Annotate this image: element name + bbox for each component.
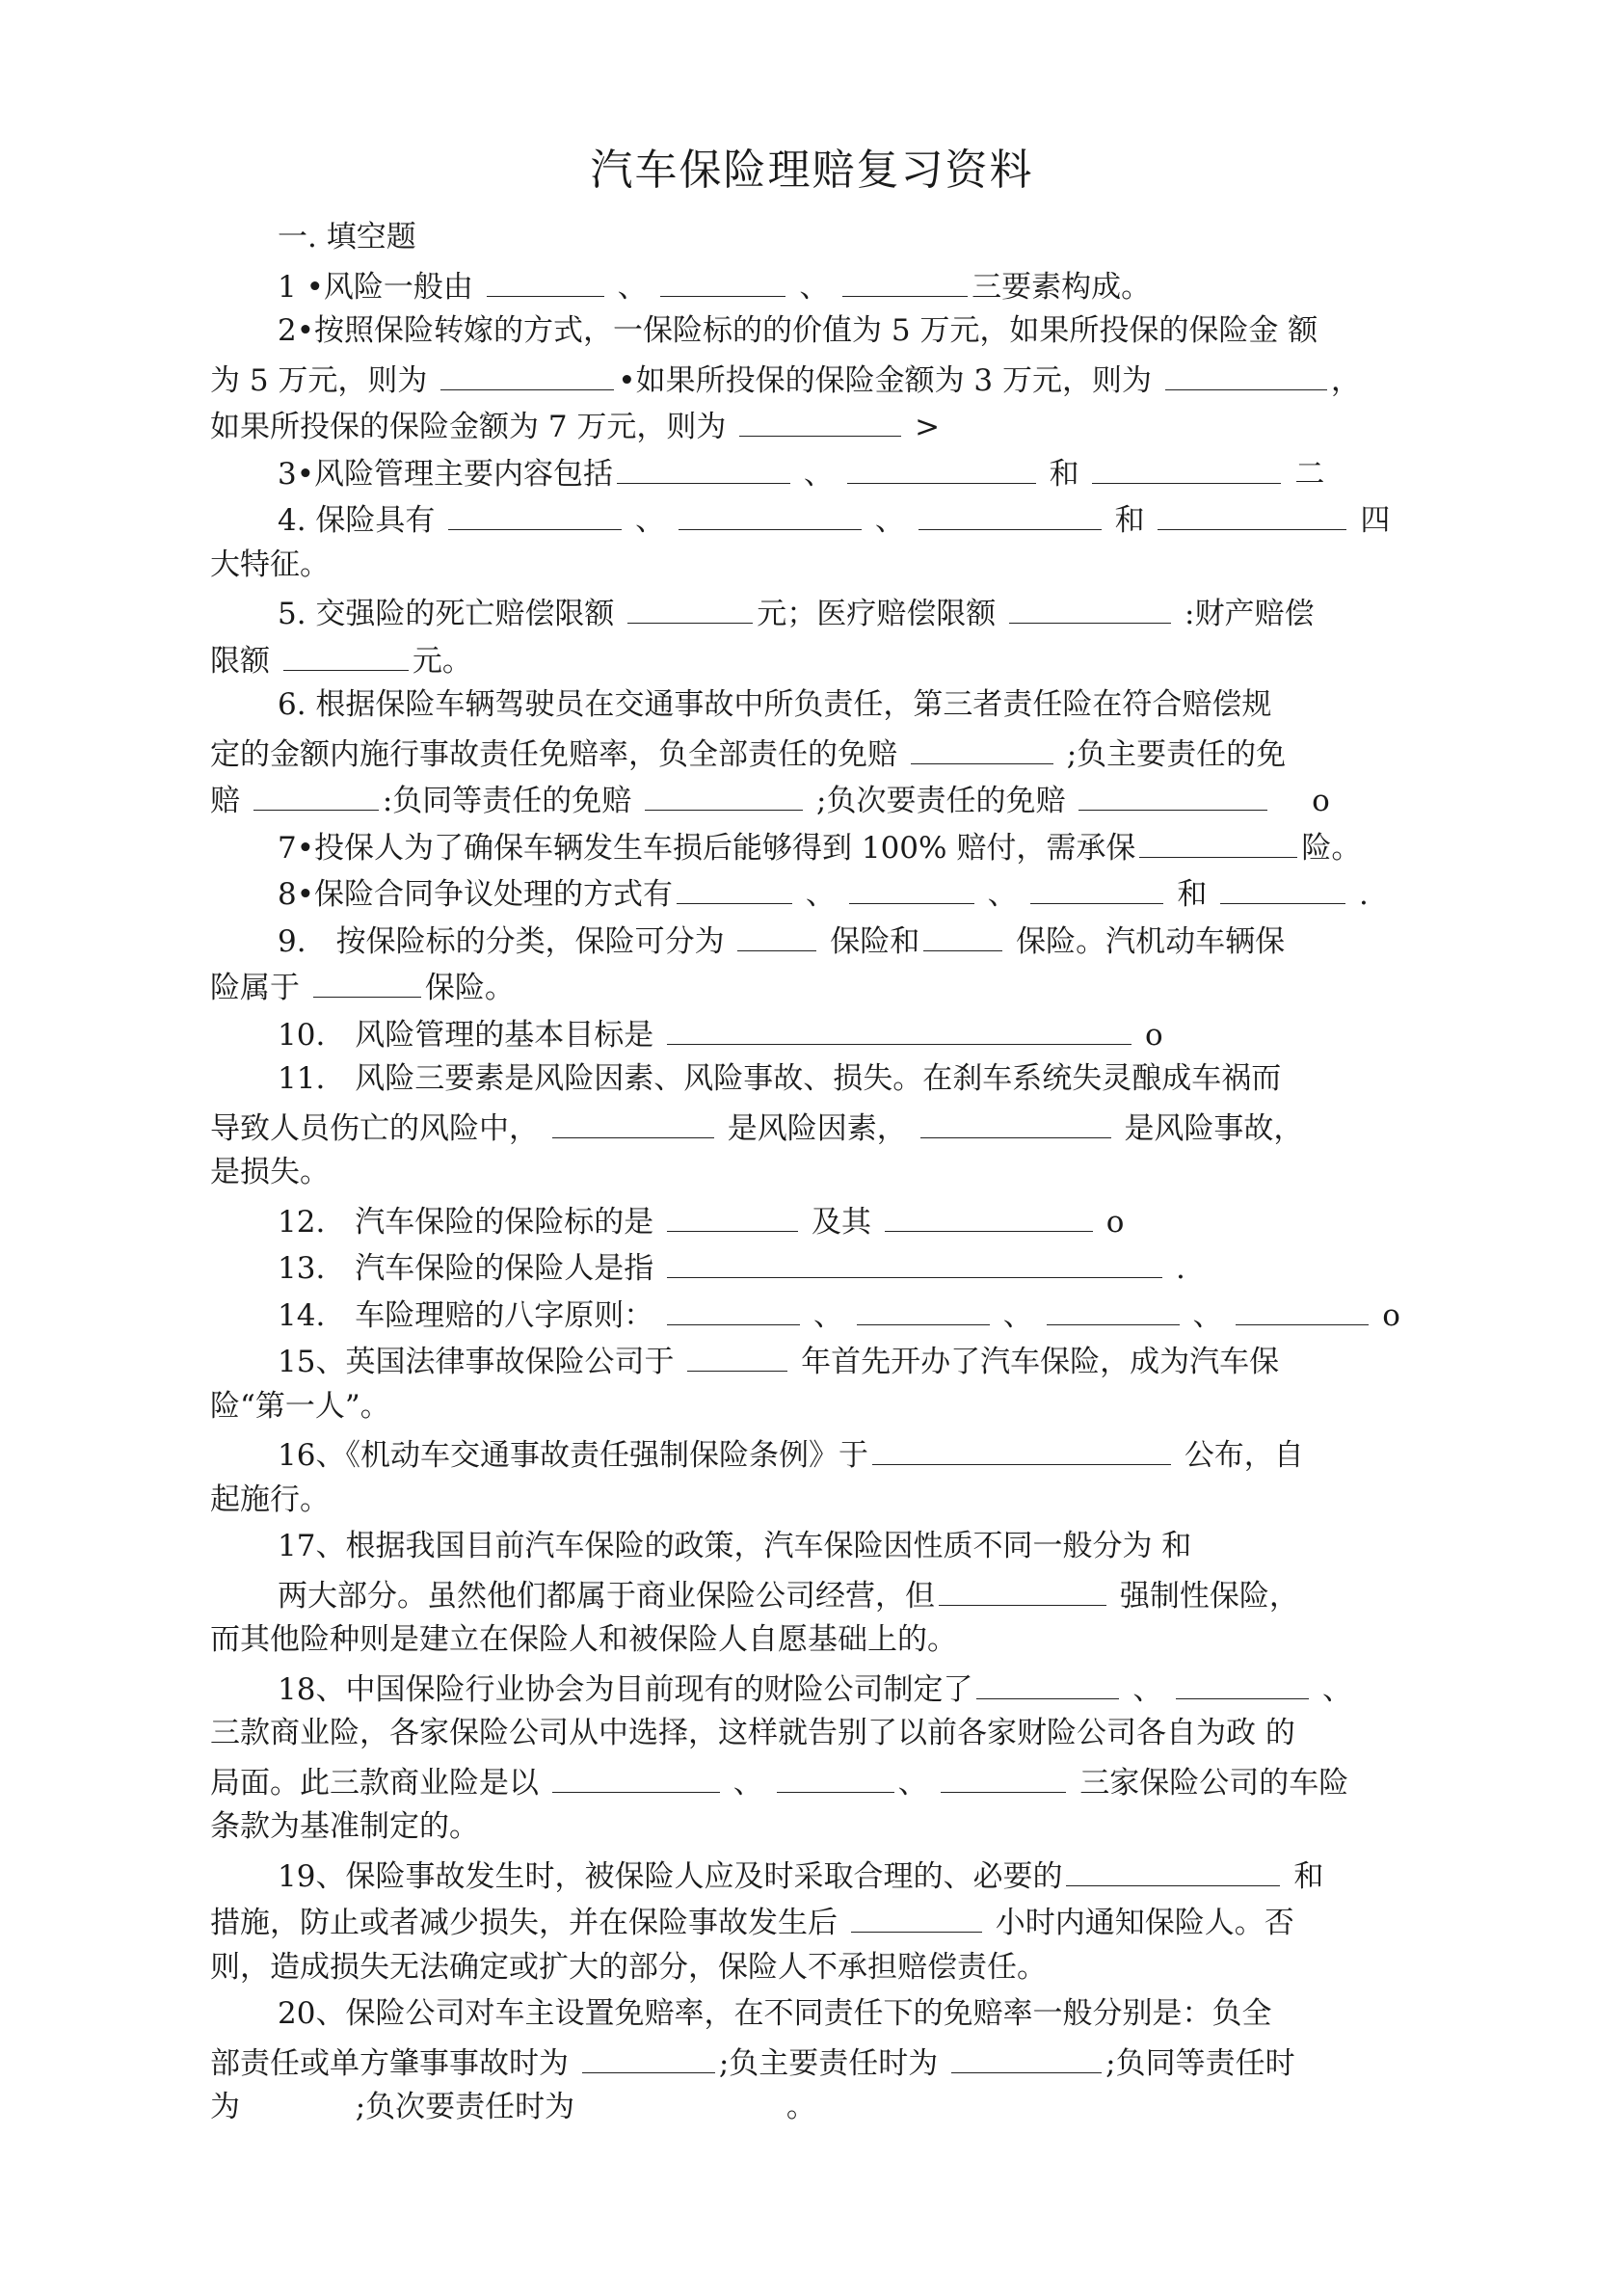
question-20-cont: 部责任或单方肇事事故时为 ;负主要责任时为 ;负同等责任时	[210, 2038, 1424, 2085]
answer-blank[interactable]	[1220, 868, 1345, 904]
question-6-cont: 赔 :负同等责任的免赔 ;负次要责任的免赔 o	[210, 775, 1424, 822]
question-9-cont: 险属于 保险。	[210, 962, 1424, 1009]
question-11: 11. 风险三要素是风险因素、风险事故、损失。在刹车系统失灵酿成车祸而	[278, 1061, 1282, 1096]
question-3: 3•风险管理主要内容包括 、 和 二	[210, 448, 1424, 495]
question-2-cont: 为 5 万元，则为 •如果所投保的保险金额为 3 万元，则为 ，	[210, 355, 1424, 402]
question-18-cont: 条款为基准制定的。	[210, 1809, 479, 1844]
question-7: 7•投保人为了确保车辆发生车损后能够得到 100% 赔付，需承保 险。	[210, 822, 1424, 869]
question-17-cont: 而其他险种则是建立在保险人和被保险人自愿基础上的。	[210, 1622, 957, 1657]
answer-blank[interactable]	[739, 401, 901, 437]
answer-blank[interactable]	[842, 261, 968, 297]
question-11-cont: 是损失。	[210, 1155, 330, 1189]
question-18-cont: 三款商业险，各家保险公司从中选择，这样就告别了以前各家财险公司各自为政 的	[210, 1716, 1295, 1750]
question-20: 20、保险公司对车主设置免赔率，在不同责任下的免赔率一般分别是：负全	[278, 1996, 1272, 2031]
answer-blank[interactable]	[951, 2038, 1102, 2073]
answer-blank[interactable]	[1165, 355, 1327, 390]
answer-blank[interactable]	[847, 448, 1036, 484]
question-5: 5. 交强险的死亡赔偿限额 元；医疗赔偿限额 :财产赔偿	[210, 588, 1424, 635]
question-4: 4. 保险具有 、 、 和 四	[210, 494, 1424, 542]
answer-blank[interactable]	[976, 1664, 1119, 1699]
answer-blank[interactable]	[1158, 494, 1346, 530]
answer-blank[interactable]	[1009, 588, 1171, 624]
answer-blank[interactable]	[687, 1336, 787, 1372]
question-6-cont: 定的金额内施行事故责任免赔率，负全部责任的免赔 ;负主要责任的免	[210, 729, 1424, 776]
answer-blank[interactable]	[487, 261, 604, 297]
answer-blank[interactable]	[645, 775, 803, 811]
document-title: 汽车保险理赔复习资料	[590, 146, 1034, 195]
answer-blank[interactable]	[1236, 1290, 1369, 1325]
question-19-cont: 措施，防止或者减少损失，并在保险事故发生后 小时内通知保险人。否	[210, 1897, 1424, 1944]
answer-blank[interactable]	[283, 635, 409, 671]
answer-blank[interactable]	[857, 1290, 990, 1325]
answer-blank[interactable]	[627, 588, 753, 624]
question-17-cont: 两大部分。虽然他们都属于商业保险公司经营，但 强制性保险，	[210, 1570, 1424, 1617]
question-17: 17、根据我国目前汽车保险的政策，汽车保险因性质不同一般分为 和	[278, 1529, 1192, 1563]
question-19: 19、保险事故发生时，被保险人应及时采取合理的、必要的 和	[210, 1851, 1424, 1898]
question-20-cont: 为 ;负次要责任时为 。	[210, 2090, 816, 2124]
answer-blank[interactable]	[1176, 1664, 1309, 1699]
question-8: 8•保险合同争议处理的方式有 、 、 和 .	[210, 868, 1424, 916]
answer-blank[interactable]	[617, 448, 790, 484]
answer-blank[interactable]	[941, 1757, 1066, 1793]
question-18: 18、中国保险行业协会为目前现有的财险公司制定了 、 、	[210, 1664, 1424, 1711]
answer-blank[interactable]	[667, 1242, 1162, 1278]
answer-blank[interactable]	[1030, 868, 1163, 904]
document-body	[210, 214, 1424, 2131]
answer-blank[interactable]	[677, 868, 792, 904]
answer-blank[interactable]	[737, 916, 816, 951]
answer-blank[interactable]	[660, 261, 785, 297]
answer-blank[interactable]	[885, 1196, 1093, 1232]
answer-blank[interactable]	[849, 868, 974, 904]
question-12: 12. 汽车保险的保险标的是 及其 o	[210, 1196, 1424, 1243]
answer-blank[interactable]	[667, 1196, 798, 1232]
answer-blank[interactable]	[1092, 448, 1281, 484]
question-5-cont: 限额 元。	[210, 635, 1424, 682]
answer-blank[interactable]	[1139, 822, 1297, 858]
question-2: 2•按照保险转嫁的方式，一保险标的的价值为 5 万元，如果所投保的保险金 额	[278, 313, 1318, 348]
question-2-cont: 如果所投保的保险金额为 7 万元，则为 >	[210, 401, 1424, 448]
answer-blank[interactable]	[552, 1103, 714, 1138]
answer-blank[interactable]	[253, 775, 379, 811]
question-15: 15、英国法律事故保险公司于 年首先开办了汽车保险，成为汽车保	[210, 1336, 1424, 1383]
question-15-cont: 险“第一人”。	[210, 1388, 390, 1424]
question-11-cont: 导致人员伤亡的风险中， 是风险因素， 是风险事故，	[210, 1103, 1424, 1150]
answer-blank[interactable]	[582, 2038, 715, 2073]
answer-blank[interactable]	[777, 1757, 894, 1793]
answer-blank[interactable]	[918, 494, 1102, 530]
answer-blank[interactable]	[851, 1897, 982, 1933]
answer-blank[interactable]	[1047, 1290, 1180, 1325]
answer-blank[interactable]	[872, 1429, 1171, 1465]
answer-blank[interactable]	[448, 494, 622, 530]
question-9: 9. 按保险标的分类，保险可分为 保险和 保险。汽机动车辆保	[210, 916, 1424, 963]
question-14: 14. 车险理赔的八字原则： 、 、 、 o	[210, 1290, 1424, 1337]
question-1: 1 •风险一般由 、 、 三要素构成。	[210, 261, 1424, 308]
question-16: 16、《机动车交通事故责任强制保险条例》于 公布，自	[210, 1429, 1424, 1477]
question-6: 6. 根据保险车辆驾驶员在交通事故中所负责任，第三者责任险在符合赔偿规	[278, 687, 1272, 722]
answer-blank[interactable]	[920, 1103, 1111, 1138]
question-18-cont: 局面。此三款商业险是以 、 、 三家保险公司的车险	[210, 1757, 1424, 1804]
answer-blank[interactable]	[552, 1757, 720, 1793]
answer-blank[interactable]	[313, 962, 421, 998]
question-10: 10. 风险管理的基本目标是 o	[210, 1009, 1424, 1056]
answer-blank[interactable]	[911, 729, 1053, 764]
section-heading: 一. 填空题	[278, 220, 416, 254]
answer-blank[interactable]	[1078, 775, 1267, 811]
answer-blank[interactable]	[939, 1570, 1106, 1606]
question-13: 13. 汽车保险的保险人是指 .	[210, 1242, 1424, 1290]
answer-blank[interactable]	[667, 1290, 800, 1325]
answer-blank[interactable]	[1066, 1851, 1280, 1886]
answer-blank[interactable]	[440, 355, 614, 390]
question-19-cont: 则，造成损失无法确定或扩大的部分，保险人不承担赔偿责任。	[210, 1949, 1047, 1985]
answer-blank[interactable]	[679, 494, 862, 530]
question-16-cont: 起施行。	[210, 1481, 330, 1517]
answer-blank[interactable]	[923, 916, 1002, 951]
answer-blank[interactable]	[667, 1009, 1131, 1045]
question-4-cont: 大特征。	[210, 547, 330, 582]
